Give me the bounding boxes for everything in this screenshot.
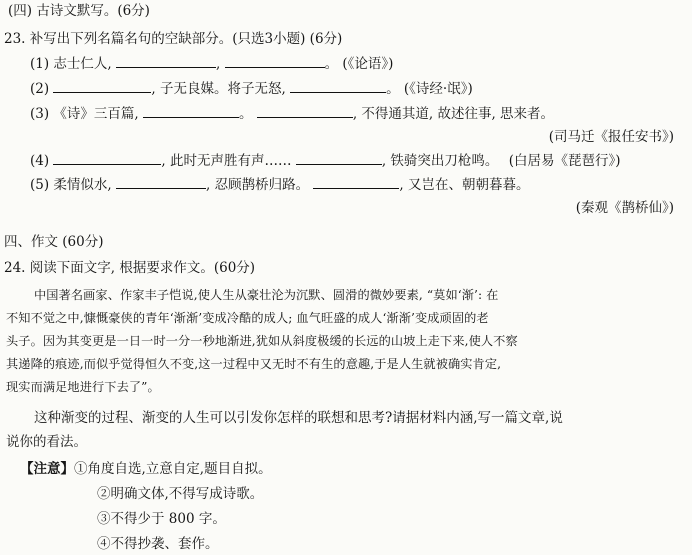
answer-blank[interactable] [53,80,151,93]
item-number: (1) [30,56,50,72]
passage-line-1: 中国著名画家、作家丰子恺说,使人生从豪壮沦为沉默、圆滑的微妙要素, “莫如‘渐’: 在 [34,288,499,302]
source-3: (司马迁《报任安书》) [548,129,674,145]
answer-blank[interactable] [257,105,353,118]
item-1: (1) 志士仁人, , 。 (《论语》) [30,56,394,72]
question-24: 24. 阅读下面文字, 根据要求作文。(60分) [4,260,256,276]
answer-blank[interactable] [53,152,161,165]
item-text: 志士仁人, [53,56,112,72]
item-number: (5) [30,177,50,193]
passage-line-5: 现实而满足地进行下去了”。 [6,380,160,394]
answer-blank[interactable] [290,80,386,93]
answer-blank[interactable] [313,176,399,189]
item-text: , 此时无声胜有声…… [161,153,292,169]
item-text: 柔情似水, [53,177,112,193]
passage-line-2: 不知不觉之中,慷慨豪侠的青年‘渐渐’变成冷酷的成人; 血气旺盛的成人‘渐渐’变成顽固的老 [6,311,489,325]
punct: 。 [324,56,339,72]
item-text: , 子无良媒。将子无怒, [151,81,286,97]
note-item: ①角度自选,立意自定,题目自拟。 [74,461,272,477]
source-5: (秦观《鹊桥仙》) [575,200,674,216]
answer-blank[interactable] [296,152,382,165]
notes-label: 【注意】 [20,461,74,477]
prompt-line-2: 说你的看法。 [6,434,87,450]
item-2 [30,80,473,98]
answer-blank[interactable] [116,176,206,189]
note-item: ④不得抄袭、套作。 [97,536,219,552]
item-number: (2) [30,81,50,97]
note-item: ②明确文体,不得写成诗歌。 [97,486,264,502]
section-header: (四) 古诗文默写。(6分) [8,3,150,19]
item-text: 《诗》三百篇, [53,106,139,122]
prompt-line-1: 这种渐变的过程、渐变的人生可以引发你怎样的联想和思考?请据材料内涵,写一篇文章,说 [34,410,563,426]
item-3 [30,105,554,123]
source: (《诗经·氓》) [403,81,473,97]
source: 《论语》 [347,56,389,72]
answer-blank[interactable] [116,55,216,68]
item-text: , 忍顾鹊桥归路。 [206,177,310,193]
answer-blank[interactable] [225,55,325,68]
punct: ) [388,56,394,72]
passage-line-4: 其递降的痕迹,而似乎觉得恒久不变,这一过程中又无时不有生的意趣,于是人生就被确实肯定, [6,357,502,371]
item-4 [30,152,621,170]
source: (白居易《琵琶行》) [508,153,621,169]
punct: 。 [239,106,253,122]
item-number: (3) [30,106,50,122]
composition-header: 四、作文 (60分) [4,234,104,250]
item-text: , 铁骑突出刀枪鸣。 [381,153,499,169]
item-number: (4) [30,153,50,169]
notes-line-1 [20,460,272,478]
punct: , [216,56,221,72]
item-5 [30,176,530,194]
answer-blank[interactable] [143,105,239,118]
punct: 。 [386,81,400,97]
note-item: ③不得少于 800 字。 [97,511,226,527]
item-text: , 又岂在、朝朝暮暮。 [399,177,530,193]
question-23: 23. 补写出下列名篇名句的空缺部分。(只选3小题) (6分) [4,31,343,47]
item-text: , 不得通其道, 故述往事, 思来者。 [352,106,555,122]
passage-line-3: 头子。因为其变更是一日一时一分一秒地渐进,犹如从斜度极缓的长远的山坡上走下来,使人不察 [6,334,518,348]
